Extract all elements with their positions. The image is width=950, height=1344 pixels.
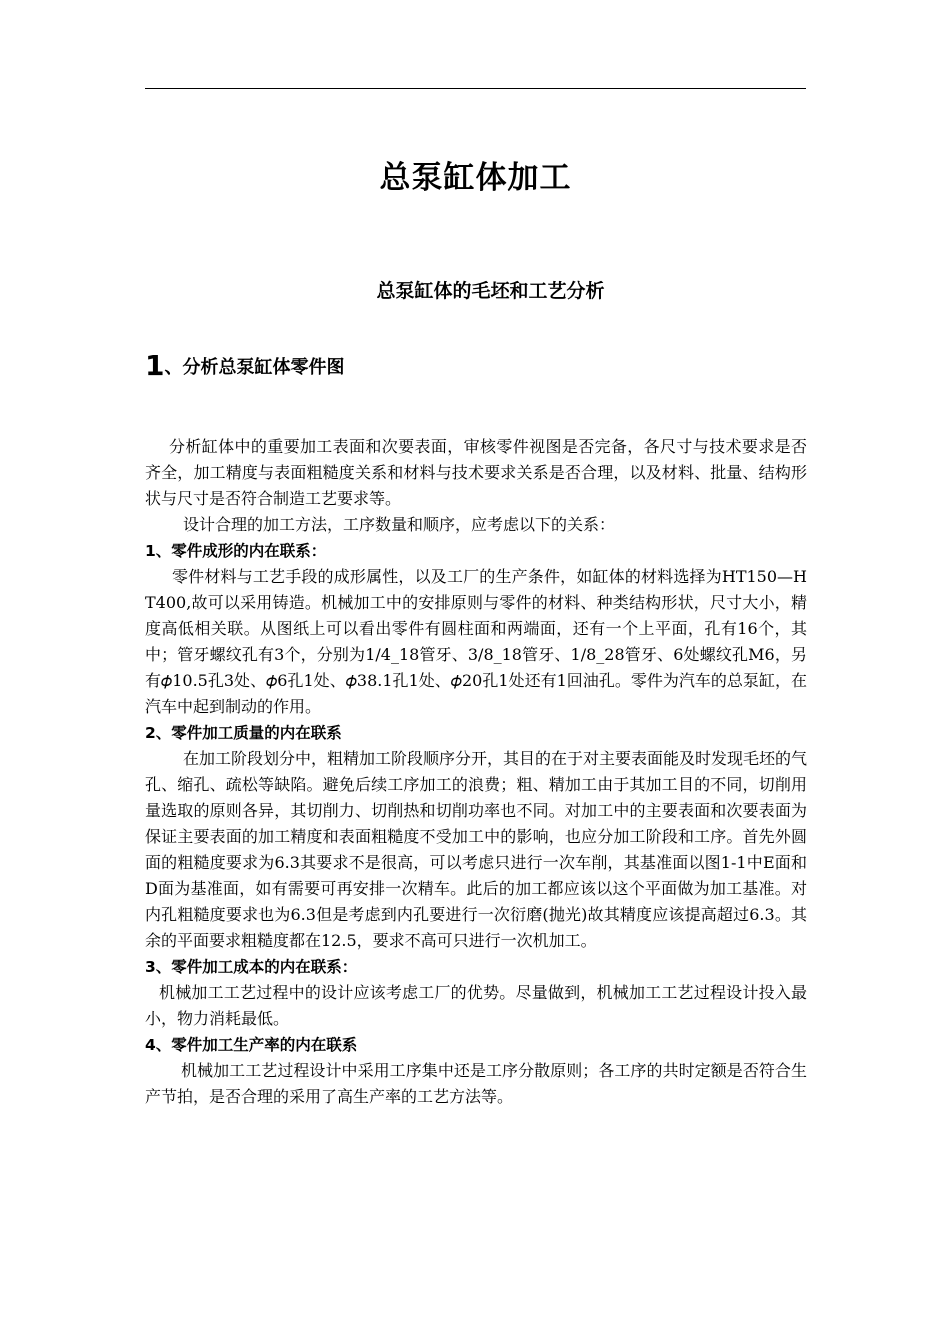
header-rule bbox=[145, 88, 806, 89]
section-heading bbox=[145, 348, 806, 386]
section-number: 1 bbox=[145, 349, 165, 382]
productivity-heading: 4、零件加工生产率的内在联系 bbox=[145, 1036, 358, 1054]
productivity-paragraph: 机械加工工艺过程设计中采用工序集中还是工序分散原则；各工序的共时定额是否符合生产节拍，是否合理的采用了高生产率的工艺方法等。 bbox=[145, 1061, 807, 1106]
forming-heading: 1、零件成形的内在联系： bbox=[145, 542, 327, 560]
cost-heading: 3、零件加工成本的内在联系： bbox=[145, 958, 358, 976]
section-heading-text: 、分析总泵缸体零件图 bbox=[164, 357, 345, 378]
forming-paragraph: 零件材料与工艺手段的成形属性，以及工厂的生产条件，如缸体的材料选择为HT150—HT400,故可以采用铸造。机械加工中的安排原则与零件的材料、种类结构形状，尺寸大小，精度高低相关联。从图纸上可以看出零件有圆柱面和两端面，还有一个上平面，孔有16个，其中；管牙螺纹孔有3个，分别为1/4_18管牙、3/8_18管牙、1/8_28管牙、6处螺纹孔M6，另有𝜙10.5孔3处、𝜙6孔1处、𝜙38.1孔1处、𝜙20孔1处还有1回油孔。零件为汽车的总泵缸，在汽车中起到制动的作用。 bbox=[145, 567, 807, 716]
quality-heading: 2、零件加工质量的内在联系 bbox=[145, 724, 342, 742]
document-title: 总泵缸体加工 bbox=[379, 160, 572, 196]
quality-paragraph: 在加工阶段划分中，粗精加工阶段顺序分开，其目的在于对主要表面能及时发现毛坯的气孔、缩孔、疏松等缺陷。避免后续工序加工的浪费；粗、精加工由于其加工目的不同，切削用量选取的原则各异，其切削力、切削热和切削功率也不同。对加工中的主要表面和次要表面为保证主要表面的加工精度和表面粗糙度不受加工中的影响，也应分加工阶段和工序。首先外圆面的粗糙度要求为6.3其要求不是很高，可以考虑只进行一次车削，其基准面以图1-1中E面和D面为基准面，如有需要可再安排一次精车。此后的加工都应该以这个平面做为加工基准。对内孔粗糙度要求也为6.3但是考虑到内孔要进行一次衍磨(抛光)故其精度应该提高超过6.3。其余的平面要求粗糙度都在12.5，要求不高可只进行一次机加工。 bbox=[145, 749, 808, 950]
cost-paragraph: 机械加工工艺过程中的设计应该考虑工厂的优势。尽量做到，机械加工工艺过程设计投入最小，物力消耗最低。 bbox=[145, 983, 807, 1028]
design-note-paragraph: 设计合理的加工方法，工序数量和顺序，应考虑以下的关系： bbox=[183, 515, 616, 534]
intro-paragraph: 分析缸体中的重要加工表面和次要表面，审核零件视图是否完备，各尺寸与技术要求是否齐全，加工精度与表面粗糙度关系和材料与技术要求关系是否合理，以及材料、批量、结构形状与尺寸是否符合制造工艺要求等。 bbox=[145, 437, 807, 508]
section-subtitle: 总泵缸体的毛坯和工艺分析 bbox=[376, 280, 605, 302]
body-text bbox=[145, 434, 807, 1110]
